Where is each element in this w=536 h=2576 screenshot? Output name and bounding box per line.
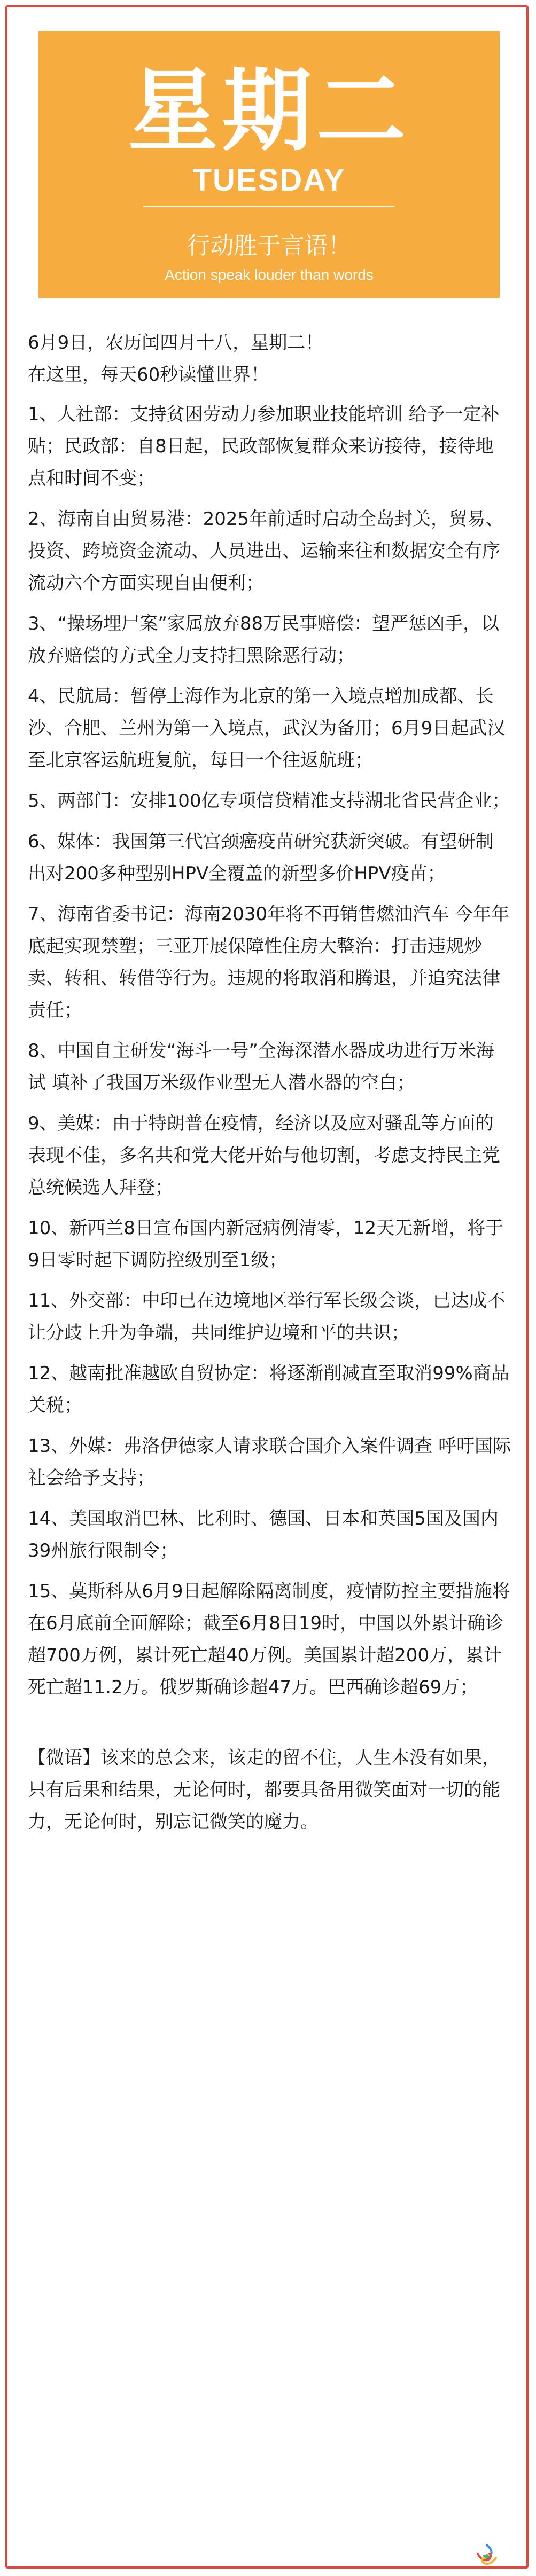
section-gap bbox=[28, 1712, 511, 1742]
date-line: 6月9日，农历闰四月十八，星期二！ bbox=[28, 332, 324, 354]
news-item: 3、“操场埋尸案”家属放弃88万民事赔偿：望严惩凶手，以放弃赔偿的方式全力支持扫黑除恶行动； bbox=[28, 613, 500, 666]
news-item: 2、海南自由贸易港：2025年前适时启动全岛封关，贸易、投资、跨境资金流动、人员进出、运输来往和数据安全有序流动六个方面实现自由便利； bbox=[28, 508, 504, 594]
news-item: 11、外交部：中印已在边境地区举行军长级会谈，已达成不让分歧上升为争端，共同维护边境和平的共识； bbox=[28, 1290, 506, 1344]
article-body bbox=[28, 327, 511, 1838]
weekday-english: TUESDAY bbox=[192, 163, 346, 198]
motto-english: Action speak louder than words bbox=[165, 266, 374, 283]
intro bbox=[28, 327, 511, 391]
news-item: 5、两部门：安排100亿专项信贷精准支持湖北省民营企业； bbox=[28, 790, 510, 812]
tagline: 在这里，每天60秒读懂世界！ bbox=[28, 364, 269, 386]
weekday-title: 星期二 bbox=[128, 59, 410, 163]
news-item: 4、民航局：暂停上海作为北京的第一入境点增加成都、长沙、合肥、兰州为第一入境点，武汉为备用；6月9日起武汉至北京客运航班复航，每日一个往返航班； bbox=[28, 686, 506, 771]
news-item: 14、美国取消巴林、比利时、德国、日本和英国5国及国内39州旅行限制令； bbox=[28, 1508, 499, 1561]
motto: 行动胜于言语！ bbox=[187, 232, 352, 260]
closing-quote: 【微语】该来的总会来，该走的留不住，人生本没有如果，只有后果和结果，无论何时，都要具备用微笑面对一切的能力，无论何时，别忘记微笑的魔力。 bbox=[28, 1747, 500, 1833]
news-item: 6、媒体：我国第三代宫颈癌疫苗研究获新突破。有望研制出对200多种型别HPV全覆盖的新型多价HPV疫苗； bbox=[28, 831, 494, 884]
news-item: 8、中国自主研发“海斗一号”全海深潜水器成功进行万米海试 填补了我国万米级作业型无人潜水器的空白； bbox=[28, 1040, 494, 1094]
header-banner bbox=[38, 31, 500, 298]
news-item: 12、越南批准越欧自贸协定：将逐渐削减直至取消99%商品关税； bbox=[28, 1363, 509, 1416]
news-item: 7、海南省委书记：海南2030年将不再销售燃油汽车 今年年底起实现禁塑；三亚开展保障性住房大整治：打击违规炒卖、转租、转借等行为。违规的将取消和腾退，并追究法律责任； bbox=[28, 904, 509, 1021]
colorful-swirl-logo-icon bbox=[475, 2543, 499, 2567]
news-item: 15、莫斯科从6月9日起解除隔离制度，疫情防控主要措施将在6月底前全面解除；截至6月8日19时，中国以外累计确诊超700万例，累计死亡超40万例。美国累计超200万，累计死亡超11.2万。俄罗斯确诊超47万。巴西确诊超69万； bbox=[28, 1581, 510, 1698]
news-item: 13、外媒：弗洛伊德家人请求联合国介入案件调查 呼吁国际社会给予支持； bbox=[28, 1435, 511, 1489]
news-item: 1、人社部：支持贫困劳动力参加职业技能培训 给予一定补贴；民政部：自8日起，民政部恢复群众来访接待，接待地点和时间不变； bbox=[28, 404, 500, 489]
news-item: 10、新西兰8日宣布国内新冠病例清零，12天无新增，将于9日零时起下调防控级别至1级； bbox=[28, 1218, 504, 1271]
news-item: 9、美媒：由于特朗普在疫情，经济以及应对骚乱等方面的表现不佳，多名共和党大佬开始与他切割，考虑支持民主党总统候选人拜登； bbox=[28, 1113, 500, 1198]
banner-divider bbox=[143, 206, 394, 207]
